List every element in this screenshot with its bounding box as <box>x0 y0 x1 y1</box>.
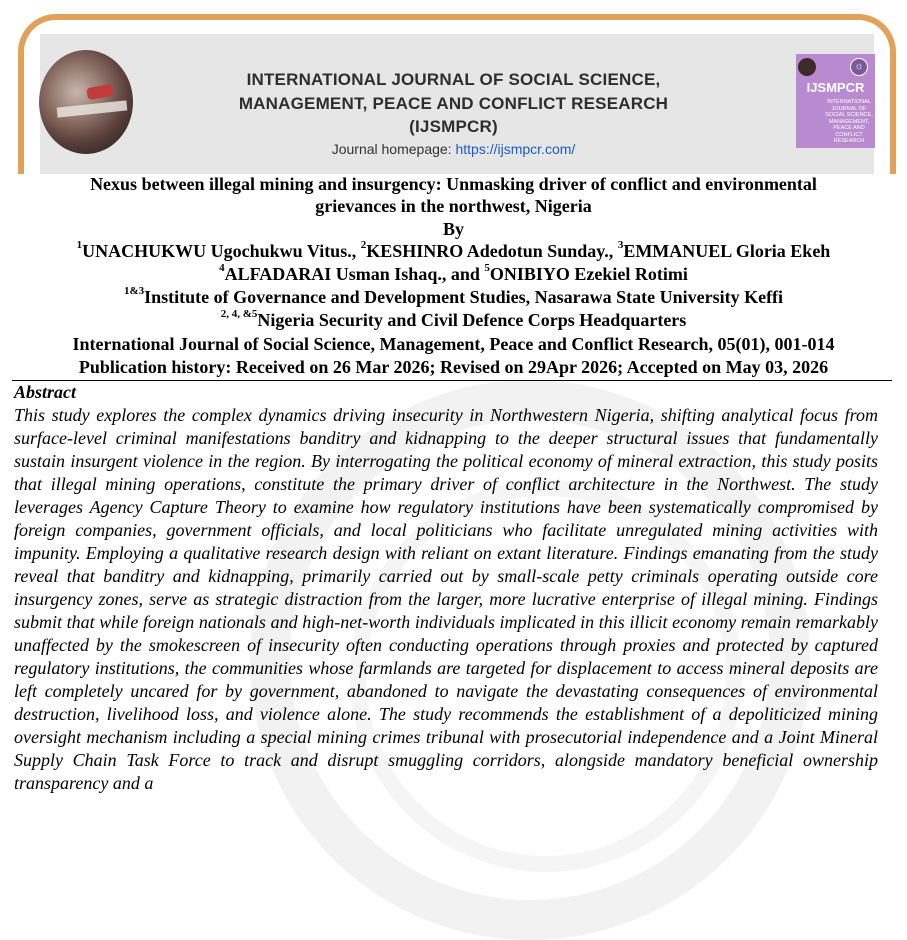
homepage-label: Journal homepage: <box>331 141 456 157</box>
abstract-text: This study explores the complex dynamics driving insecurity in Northwestern Nigeria, shifting analytical focus from surface-level criminal manifestations banditry and kidnapping to the deeper structural issues that fundamentally sustain insurgent violence in the region. By interrogating the political economy of mineral extraction, this study posits that illegal mining operations, constitute the primary driver of conflict architecture in the Northwest. The study leverages Agency Capture Theory to examine how regulatory institutions have been systematically compromised by foreign companies, government officials, and local politicians who facilitate unregulated mining activities with impunity. Employing a qualitative research design with reliant on extant literature. Findings emanating from the study reveal that banditry and kidnapping, primarily carried out by small-scale petty criminals operating outside core insurgency zones, serve as strategic distraction from the larger, more lucrative enterprise of illegal mining. Findings submit that while foreign nationals and high-net-worth individuals implicated in this illicit economy remain remarkably unaffected by the smokescreen of insecurity often conducting operations through proxies and protected by captured regulatory institutions, the communities whose farmlands are targeted for displacement to access mineral deposits are left completely uncared for by government, abandoned to navigate the devastating consequences of environmental destruction, livelihood loss, and violence alone. The study recommends the establishment of a depoliticized mining oversight mechanism including a special mining crimes tribunal with prosecutorial independence and a Joint Mineral Supply Chain Task Force to track and disrupt smuggling corridors, alongside mandatory beneficial ownership transparency and a <box>14 405 878 793</box>
publication-history: Publication history: Received on 26 Mar 2026; Revised on 29Apr 2026; Accepted on May 03, 2026 <box>78 357 829 377</box>
logo-abbreviation: IJSMPCR <box>806 80 865 95</box>
journal-title-line2: MANAGEMENT, PEACE AND CONFLICT RESEARCH <box>238 94 669 113</box>
authors-line1 <box>0 241 907 262</box>
logo-emblem-right: ☼ <box>850 58 868 76</box>
affiliation-sup: 1&3 <box>123 285 145 297</box>
logo-emblem-left <box>798 58 816 76</box>
journal-homepage <box>0 141 907 157</box>
author-sup: 2 <box>360 239 367 251</box>
journal-title-line1: INTERNATIONAL JOURNAL OF SOCIAL SCIENCE, <box>246 70 661 89</box>
author-name: ALFADARAI Usman Ishaq., and <box>224 264 485 284</box>
logo-text: INTERNATIONAL JOURNAL OF SOCIAL SCIENCE, MANAGEMENT, PEACE AND CONFLICT RESEARCH <box>825 99 873 144</box>
article-title-line2: grievances in the northwest, Nigeria <box>315 196 592 216</box>
affiliation-1 <box>0 287 907 308</box>
article-title-line1: Nexus between illegal mining and insurgency: Unmasking driver of conflict and environmental <box>90 174 817 194</box>
author-sup: 4 <box>219 262 225 274</box>
author-sup: 1 <box>76 239 83 251</box>
citation: International Journal of Social Science, Management, Peace and Conflict Research, 05(01), 001-014 <box>72 334 835 354</box>
affiliation-text: Nigeria Security and Civil Defence Corps Headquarters <box>257 310 687 330</box>
author-sup: 3 <box>617 239 624 251</box>
affiliation-2 <box>0 310 907 331</box>
author-name: UNACHUKWU Ugochukwu Vitus., <box>82 241 361 261</box>
journal-logo <box>796 54 875 148</box>
author-name: KESHINRO Adedotun Sunday., <box>366 241 618 261</box>
authors-line2 <box>0 264 907 285</box>
affiliation-text: Institute of Governance and Development Studies, Nasarawa State University Keffi <box>144 287 784 307</box>
journal-title-line3: (IJSMPCR) <box>409 117 498 136</box>
affiliation-sup: 2, 4, &5 <box>220 308 258 320</box>
abstract-heading: Abstract <box>14 382 77 402</box>
author-name: ONIBIYO Ezekiel Rotimi <box>489 264 688 284</box>
author-sup: 5 <box>484 262 490 274</box>
homepage-link[interactable]: https://ijsmpcr.com/ <box>455 141 576 157</box>
by-line: By <box>442 219 464 239</box>
divider <box>12 380 892 381</box>
author-name: EMMANUEL Gloria Ekeh <box>623 241 831 261</box>
